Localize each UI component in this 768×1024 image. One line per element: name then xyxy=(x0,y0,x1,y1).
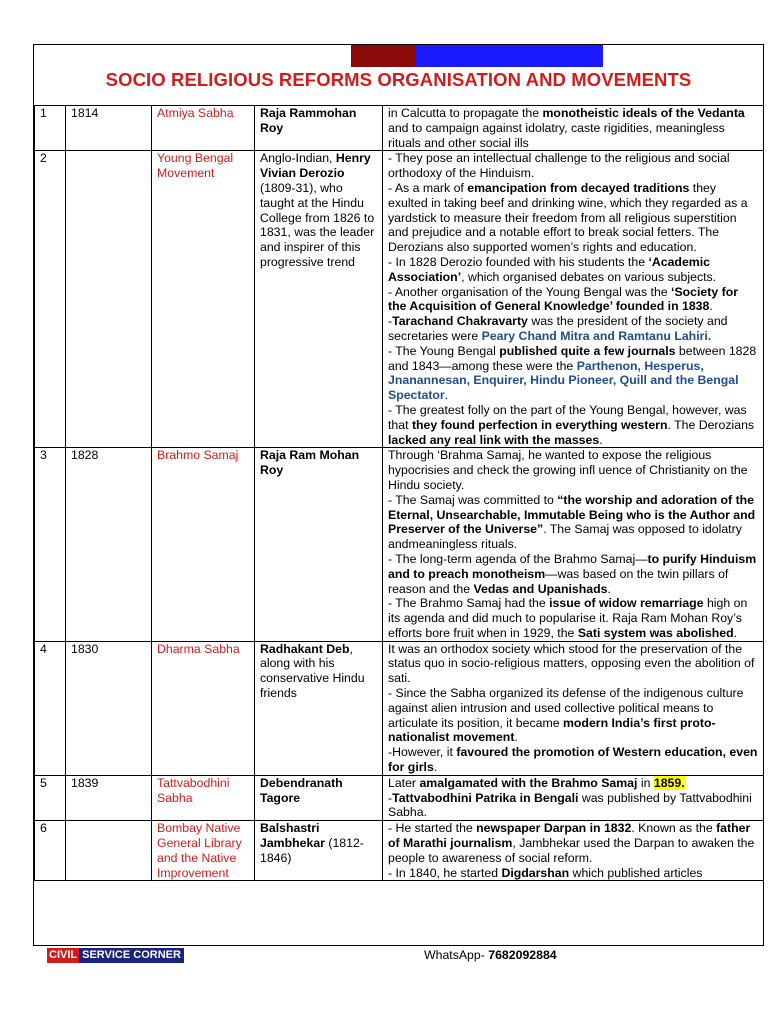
description-segment: father of Marathi journalism xyxy=(388,821,751,851)
description-segment: emancipation from decayed traditions xyxy=(467,180,690,195)
description-segment: -However, it xyxy=(388,745,457,760)
description-paragraph xyxy=(388,776,759,791)
description-segment: 1859. xyxy=(653,775,685,790)
organisation-name: Atmiya Sabha xyxy=(157,106,234,120)
whatsapp-contact xyxy=(424,948,557,962)
description-paragraph xyxy=(388,314,759,344)
description-cell xyxy=(383,775,764,820)
description-paragraph xyxy=(388,821,759,865)
description-segment: was the president of the society and secretaries were xyxy=(388,314,728,343)
page-title: SOCIO RELIGIOUS REFORMS ORGANISATION AND MOVEMENTS xyxy=(105,69,692,90)
description-segment: they found perfection in everything western xyxy=(411,417,668,432)
year-cell: 1839 xyxy=(66,775,152,820)
description-paragraph xyxy=(388,791,759,821)
description-segment: in Calcutta to propagate the xyxy=(388,106,543,120)
year-cell xyxy=(66,821,152,881)
description-segment: and to campaign against idolatry, caste rigidities, meaningless rituals and other social ills xyxy=(388,120,725,150)
founder-text: (1809-31), who taught at the Hindu College from 1826 to 1831, was the leader and inspirer of this progressive trend xyxy=(260,180,375,269)
founder-name: Henry Vivian Derozio xyxy=(260,151,371,181)
brand-logo-part1: CIVIL xyxy=(49,949,78,961)
founder-name: Radhakant Deb xyxy=(260,641,350,656)
description-segment: between 1828 and 1843—among these were the xyxy=(388,343,757,373)
header-bar-blue xyxy=(415,45,603,67)
description-segment: monotheistic ideals of the Vedanta xyxy=(542,106,745,120)
table-row xyxy=(35,821,764,881)
description-segment: . xyxy=(514,730,518,745)
reforms-table xyxy=(34,105,764,881)
founder-name: Raja Rammohan Roy xyxy=(260,106,357,135)
description-segment: . The Samaj was opposed to idolatry andmeaningless rituals. xyxy=(388,522,742,552)
description-segment: ‘Academic Association’ xyxy=(388,254,710,284)
organisation-cell xyxy=(152,775,255,820)
description-segment: issue of widow remarriage xyxy=(549,596,704,611)
description-segment: amalgamated with the Brahmo Samaj xyxy=(419,775,638,790)
description-segment: was published by Tattvabodhini Sabha. xyxy=(388,790,752,820)
description-cell xyxy=(383,106,764,151)
description-paragraph xyxy=(388,745,759,775)
founder-text: , along with his conservative Hindu friends xyxy=(260,641,365,701)
description-segment: . xyxy=(733,625,738,640)
description-segment: - In 1828 Derozio founded with his students the xyxy=(388,254,649,269)
description-segment: . xyxy=(599,432,603,447)
founder-text: Anglo-Indian, xyxy=(260,151,336,166)
row-number-cell: 2 xyxy=(35,151,66,448)
description-paragraph xyxy=(388,552,759,596)
table-row xyxy=(35,106,764,151)
description-paragraph xyxy=(388,866,759,881)
founder-cell xyxy=(255,775,383,820)
description-segment: It was an orthodox society which stood for the preservation of the status quo in socio-religious matters, opposing even the abolition of sati. xyxy=(388,641,755,686)
header-color-bar xyxy=(351,45,603,67)
description-segment: Tarachand Chakravarty xyxy=(392,314,528,329)
description-segment: Peary Chand Mitra and Ramtanu Lahiri. xyxy=(481,328,712,343)
header-bar-dark-red xyxy=(351,45,415,67)
description-segment: “the worship and adoration of the Eternal, Unsearchable, Immutable Being who is the Author and Preserver of the Universe” xyxy=(388,492,756,537)
founder-cell xyxy=(255,821,383,881)
description-paragraph xyxy=(388,596,759,640)
description-segment: which published articles xyxy=(569,865,703,880)
description-segment: published quite a few journals xyxy=(499,343,676,358)
organisation-cell xyxy=(152,641,255,775)
description-segment: . Known as the xyxy=(631,821,717,836)
founder-cell xyxy=(255,641,383,775)
description-paragraph xyxy=(388,285,759,315)
description-segment: Through ‘Brahma Samaj, he wanted to expose the religious hypocrisies and check the growing infl uence of Christianity on the Hindu society. xyxy=(388,448,748,492)
description-segment: - Since the Sabha organized its defense of the indigenous culture against alien intrusion and used collective political means to articulate its position, it became xyxy=(388,686,744,730)
description-segment: lacked any real link with the masses xyxy=(388,432,600,447)
row-number-cell: 1 xyxy=(35,106,66,151)
founder-name: Raja Ram Mohan Roy xyxy=(260,448,360,478)
description-segment: newspaper Darpan in 1832 xyxy=(476,821,632,836)
founder-cell xyxy=(255,448,383,641)
organisation-name: Young Bengal Movement xyxy=(157,151,234,181)
description-cell xyxy=(383,448,764,641)
page-footer xyxy=(47,948,747,964)
founder-cell xyxy=(255,106,383,151)
description-segment: they exulted in taking beef and drinking wine, which they regarded as a yardstick to measure their freedom from all religious superstition and prejudice and a notable effort to break social fetters. The Derozians also supported women’s rights and education. xyxy=(388,180,748,255)
description-segment: to purify Hinduism and to preach monotheism xyxy=(388,551,757,581)
description-segment: in xyxy=(637,775,654,790)
organisation-name: Brahmo Samaj xyxy=(157,448,239,463)
description-segment: Digdarshan xyxy=(501,865,570,880)
description-paragraph xyxy=(388,686,759,745)
description-segment: - In 1840, he started xyxy=(388,865,502,880)
founder-name: Balshastri Jambhekar xyxy=(260,821,325,851)
table-row xyxy=(35,775,764,820)
description-segment: Sati system was abolished xyxy=(577,625,734,640)
description-segment: . xyxy=(433,760,438,775)
description-segment: Later xyxy=(388,775,420,790)
description-segment: . The Derozians xyxy=(667,417,755,432)
description-paragraph xyxy=(388,403,759,447)
row-number-cell: 3 xyxy=(35,448,66,641)
description-segment: - xyxy=(388,314,393,329)
description-segment: Parthenon, Hesperus, Jnanannesan, Enquirer, Hindu Pioneer, Quill and the Bengal Spectator xyxy=(388,358,739,403)
description-segment: modern India’s first proto-nationalist movement xyxy=(388,715,716,745)
organisation-cell xyxy=(152,151,255,448)
description-paragraph xyxy=(388,151,759,181)
description-segment: , Jambhekar used the Darpan to awaken the people to awareness of social reform. xyxy=(388,836,755,865)
founder-text: (1812-1846) xyxy=(260,836,364,865)
year-cell: 1814 xyxy=(66,106,152,151)
table-row xyxy=(35,448,764,641)
description-paragraph xyxy=(388,181,759,255)
organisation-name: Tattvabodhini Sabha xyxy=(157,775,230,805)
description-segment: - He started the xyxy=(388,821,477,836)
description-cell xyxy=(383,821,764,881)
description-segment: . xyxy=(444,388,449,403)
description-segment: Vedas and Upanishads xyxy=(473,581,608,596)
organisation-cell xyxy=(152,106,255,151)
row-number-cell: 4 xyxy=(35,641,66,775)
description-paragraph xyxy=(388,255,759,285)
year-cell xyxy=(66,151,152,448)
description-segment: - The long-term agenda of the Brahmo Samaj— xyxy=(388,551,648,566)
description-paragraph xyxy=(388,448,759,492)
description-segment: favoured the promotion of Western education, even for girls xyxy=(388,745,758,775)
description-paragraph xyxy=(388,106,759,150)
row-number-cell: 5 xyxy=(35,775,66,820)
founder-name: Debendranath Tagore xyxy=(260,775,343,805)
document-page xyxy=(33,44,764,946)
description-segment: - The Samaj was committed to xyxy=(388,492,558,507)
organisation-name: Bombay Native General Library and the Native Improvement xyxy=(157,821,242,880)
description-segment: ‘Society for the Acquisition of General Knowledge’ founded in 1838 xyxy=(388,284,739,314)
row-number-cell: 6 xyxy=(35,821,66,881)
description-segment: —was based on the twin pillars of reason and the xyxy=(388,566,729,596)
whatsapp-number: 7682092884 xyxy=(488,948,557,962)
brand-logo xyxy=(47,948,184,963)
table-row xyxy=(35,641,764,775)
description-segment: - Another organisation of the Young Bengal was the xyxy=(388,284,672,299)
description-segment: - The greatest folly on the part of the Young Bengal, however, was that xyxy=(388,402,747,432)
description-cell xyxy=(383,151,764,448)
whatsapp-label: WhatsApp- xyxy=(424,948,489,962)
year-cell: 1828 xyxy=(66,448,152,641)
description-segment: . xyxy=(709,299,713,314)
description-segment: , which organised debates on various subjects. xyxy=(461,269,717,284)
description-paragraph xyxy=(388,344,759,403)
description-segment: - As a mark of xyxy=(388,180,468,195)
description-segment: - xyxy=(388,790,393,805)
description-segment: - They pose an intellectual challenge to the religious and social orthodoxy of the Hinduism. xyxy=(388,151,730,181)
organisation-cell xyxy=(152,448,255,641)
description-cell xyxy=(383,641,764,775)
description-segment: Tattvabodhini Patrika in Bengali xyxy=(392,790,579,805)
organisation-cell xyxy=(152,821,255,881)
description-segment: - The Brahmo Samaj had the xyxy=(388,596,550,611)
year-cell: 1830 xyxy=(66,641,152,775)
table-row xyxy=(35,151,764,448)
brand-logo-part2: SERVICE CORNER xyxy=(79,948,184,963)
description-paragraph xyxy=(388,642,759,686)
organisation-name: Dharma Sabha xyxy=(157,641,240,656)
description-segment: high on its agenda and did much to popularise it. Raja Ram Mohan Roy’s efforts bore fruit when in 1929, the xyxy=(388,596,748,640)
description-segment: . xyxy=(607,581,611,596)
description-segment: - The Young Bengal xyxy=(388,343,500,358)
description-paragraph xyxy=(388,493,759,552)
founder-cell xyxy=(255,151,383,448)
